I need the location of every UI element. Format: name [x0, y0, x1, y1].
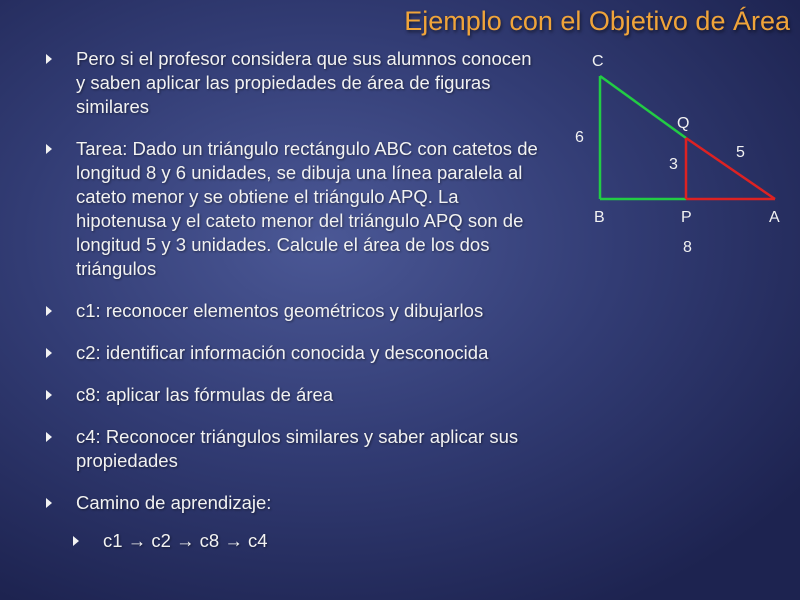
bullet-text: Pero si el profesor considera que sus alumnos conocen y saben aplicar las propiedades de área de figuras similares [76, 48, 532, 117]
bullet-text: c1: reconocer elementos geométricos y dibujarlos [76, 300, 484, 321]
bullet-item [42, 299, 542, 323]
bullet-arrow-icon [46, 432, 52, 442]
vertex-label-p: P [681, 209, 692, 226]
bullet-arrow-icon [46, 498, 52, 508]
side-label-pq: 3 [669, 156, 678, 173]
bullet-item [42, 341, 542, 365]
bullet-list [42, 47, 542, 571]
side-cq [600, 76, 686, 138]
bullet-item [42, 137, 542, 281]
bullet-text: Tarea: Dado un triángulo rectángulo ABC con catetos de longitud 8 y 6 unidades, se dibuja una línea paralela al cateto menor y se obtiene el triángulo APQ. La hipotenusa y el cateto menor del triángulo APQ son de longitud 5 y 3 unidades. Calcule el área de los dos triángulos [76, 138, 538, 279]
bullet-arrow-icon [46, 144, 52, 154]
vertex-label-b: B [594, 209, 605, 226]
sub-bullet-item [42, 529, 542, 553]
learning-path-text: c1 → c2 → c8 → c4 [103, 530, 268, 551]
bullet-arrow-icon [46, 306, 52, 316]
side-label-ba: 8 [683, 239, 692, 256]
bullet-item [42, 383, 542, 407]
bullet-text: c2: identificar información conocida y desconocida [76, 342, 489, 363]
bullet-text: c4: Reconocer triángulos similares y saber aplicar sus propiedades [76, 426, 519, 471]
vertex-label-a: A [769, 209, 780, 226]
bullet-arrow-icon [46, 54, 52, 64]
bullet-arrow-icon [46, 390, 52, 400]
bullet-arrow-icon [73, 536, 79, 546]
vertex-label-q: Q [677, 115, 690, 132]
side-qa [686, 138, 775, 199]
bullet-text: c8: aplicar las fórmulas de área [76, 384, 334, 405]
vertex-label-c: C [592, 53, 604, 70]
slide-title: Ejemplo con el Objetivo de Área [404, 6, 790, 36]
bullet-text: Camino de aprendizaje: [76, 492, 272, 513]
side-label-qa: 5 [736, 144, 745, 161]
bullet-arrow-icon [46, 348, 52, 358]
bullet-item [42, 425, 542, 473]
triangle-diagram [560, 40, 800, 270]
side-label-bc: 6 [575, 129, 584, 146]
bullet-item [42, 47, 542, 119]
bullet-item [42, 491, 542, 515]
